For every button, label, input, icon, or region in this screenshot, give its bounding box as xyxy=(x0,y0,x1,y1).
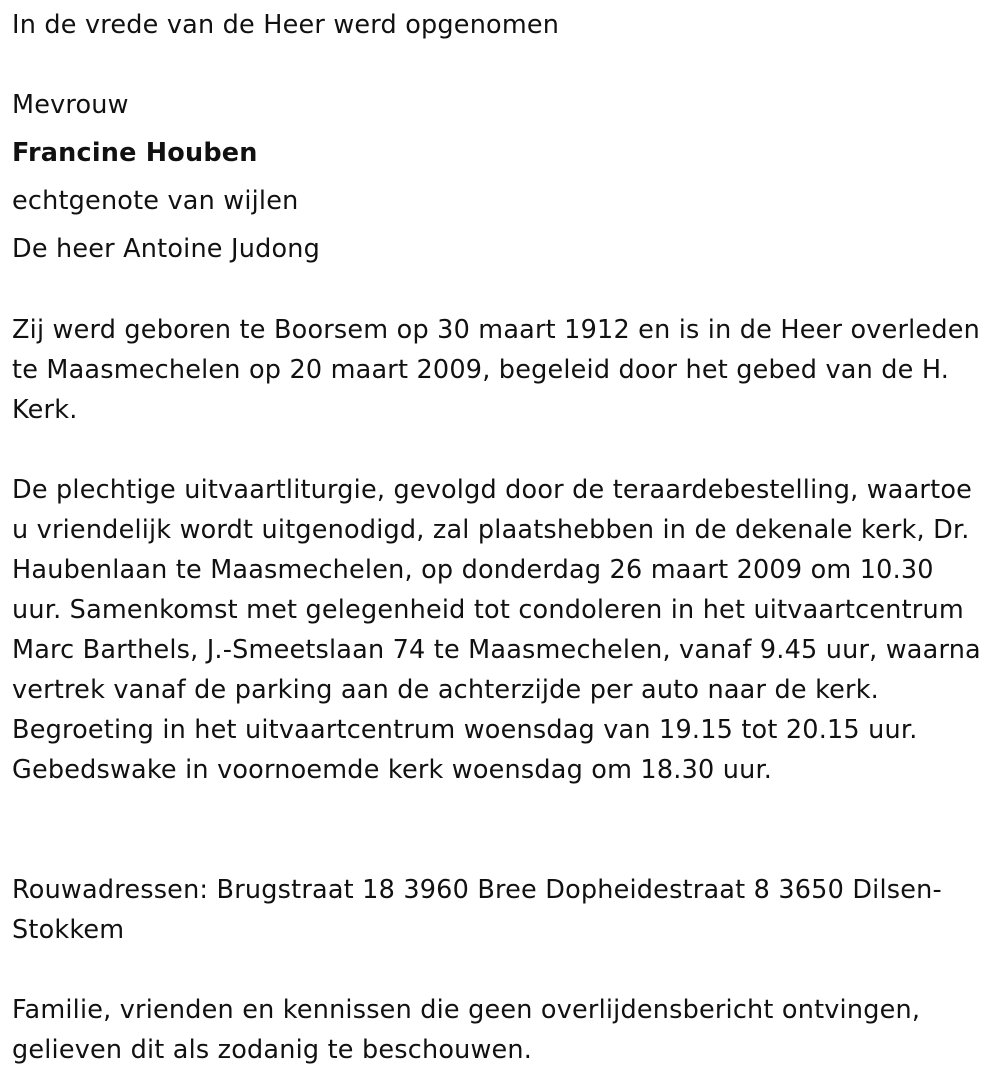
relation-line: echtgenote van wijlen xyxy=(12,186,299,216)
closing-paragraph: Familie, vrienden en kennissen die geen overlijdensbericht ontvingen, gelieven dit als zodanig te beschouwen. xyxy=(12,995,921,1065)
funeral-paragraph: De plechtige uitvaartliturgie, gevolgd door de teraardebestelling, waartoe u vriendelijk wordt uitgenodigd, zal plaatshebben in de dekenale kerk, Dr. Haubenlaan te Maasmechelen, op donderdag 26 maart 2009 om 10.30 uur. Samenkomst met gelegenheid tot condoleren in het uitvaartcentrum Marc Barthels, J.-Smeetslaan 74 te Maasmechelen, vanaf 9.45 uur, waarna vertrek vanaf de parking aan de achterzijde per auto naar de kerk. Begroeting in het uitvaartcentrum woensdag van 19.15 tot 20.15 uur. Gebedswake in voornoemde kerk woensdag om 18.30 uur. xyxy=(12,475,981,785)
intro-line: In de vrede van de Heer werd opgenomen xyxy=(12,10,560,40)
addresses-paragraph: Rouwadressen: Brugstraat 18 3960 Bree Dopheidestraat 8 3650 Dilsen-Stokkem xyxy=(12,875,942,945)
title-prefix: Mevrouw xyxy=(12,90,129,120)
birth-death-paragraph: Zij werd geboren te Boorsem op 30 maart 1912 en is in de Heer overleden te Maasmechelen op 20 maart 2009, begeleid door het gebed van de H. Kerk. xyxy=(12,315,980,425)
spouse-name: De heer Antoine Judong xyxy=(12,234,321,264)
deceased-name: Francine Houben xyxy=(12,138,258,168)
